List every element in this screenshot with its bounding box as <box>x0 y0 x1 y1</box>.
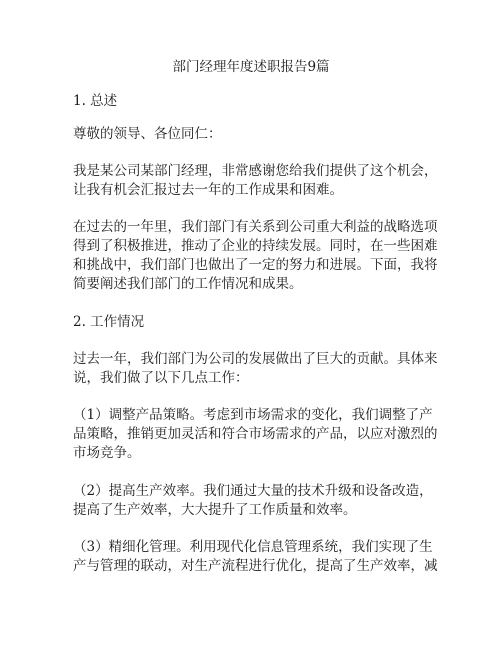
intro-line-1: 我是某公司某部门经理，非常感谢您给我们提供了这个机会， <box>73 163 438 179</box>
work-intro-line-2: 说，我们做了以下几点工作： <box>73 370 249 386</box>
item2-line-2: 提高了生产效率，大大提升了工作质量和效率。 <box>73 502 357 518</box>
item1-line-1: （1）调整产品策略。考虑到市场需求的变化，我们调整了产 <box>73 407 433 423</box>
section-heading-summary: 1. 总述 <box>73 93 118 109</box>
intro-line-2: 让我有机会汇报过去一年的工作成果和困难。 <box>73 182 343 198</box>
item2-line-1: （2）提高生产效率。我们通过大量的技术升级和设备改造， <box>73 483 433 499</box>
item3-line-1: （3）精细化管理。利用现代化信息管理系统，我们实现了生 <box>73 539 433 555</box>
summary-line-2: 得到了积极推进，推动了企业的持续发展。同时，在一些困难 <box>73 238 438 254</box>
summary-line-4: 简要阐述我们部门的工作情况和成果。 <box>73 276 303 292</box>
summary-line-1: 在过去的一年里，我们部门有关系到公司重大利益的战略选项 <box>73 219 438 235</box>
document-title: 部门经理年度述职报告9篇 <box>172 59 330 75</box>
item1-line-2: 品策略，推销更加灵活和符合市场需求的产品，以应对激烈的 <box>73 426 438 442</box>
work-intro-line-1: 过去一年，我们部门为公司的发展做出了巨大的贡献。具体来 <box>73 351 438 367</box>
item1-line-3: 市场竞争。 <box>73 445 141 461</box>
greeting-line: 尊敬的领导、各位同仁： <box>73 126 222 142</box>
item3-line-2: 产与管理的联动，对生产流程进行优化，提高了生产效率，减 <box>73 558 438 574</box>
section-heading-work: 2. 工作情况 <box>73 314 145 330</box>
summary-line-3: 和挑战中，我们部门也做出了一定的努力和进展。下面，我将 <box>73 257 438 273</box>
